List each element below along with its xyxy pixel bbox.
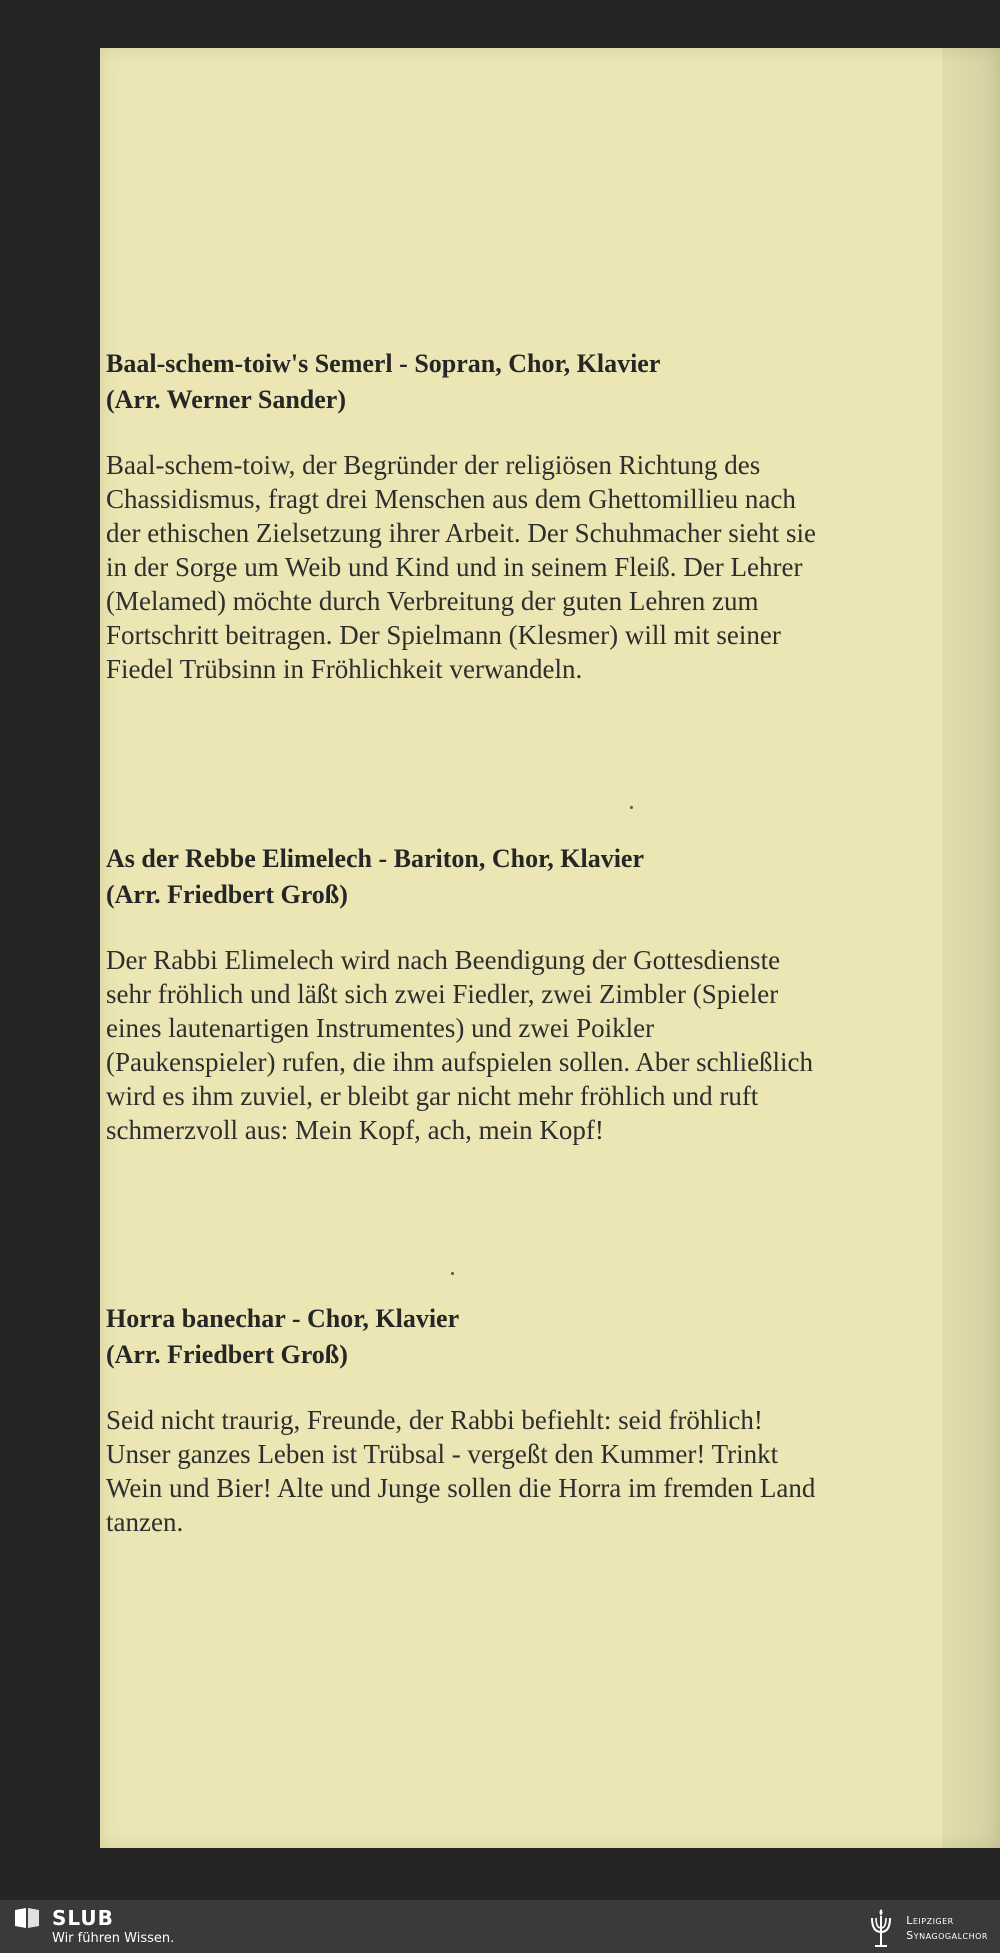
section-arranger: (Arr. Friedbert Groß) — [106, 1340, 348, 1369]
section-arranger: (Arr. Friedbert Groß) — [106, 880, 348, 909]
paper-speck — [451, 1272, 454, 1275]
section-title: Horra banechar - Chor, Klavier — [106, 1304, 460, 1333]
section-arranger: (Arr. Werner Sander) — [106, 385, 346, 414]
paper-fold-edge — [942, 48, 1000, 1848]
section-description: Baal-schem-toiw, der Begründer der religiösen Richtung des Chassidismus, fragt drei Menschen aus dem Ghettomillieu nach der ethischen Zielsetzung ihrer Arbeit. Der Schuhmacher sieht sie in der Sorge um Weib und Kind und in seinem Fleiß. Der Lehrer (Melamed) möchte durch Verbreitung der guten Lehren zum Fortschritt beitragen. Der Spielmann (Klesmer) will mit seiner Fiedel Trübsinn in Fröhlichkeit verwandeln. — [106, 450, 817, 684]
viewer-footer-bar — [0, 1900, 1000, 1953]
section-title: As der Rebbe Elimelech - Bariton, Chor, Klavier — [106, 844, 645, 873]
synagogalchor-logo-line1: Leipziger — [906, 1914, 954, 1927]
section-title: Baal-schem-toiw's Semerl - Sopran, Chor, Klavier — [106, 349, 661, 378]
section-description: Der Rabbi Elimelech wird nach Beendigung der Gottesdienste sehr fröhlich und läßt sich zwei Fiedler, zwei Zimbler (Spieler eines lautenartigen Instrumentes) und zwei Poikler (Paukenspieler) rufen, die ihm aufspielen sollen. Aber schließlich wird es ihm zuviel, er bleibt gar nicht mehr fröhlich und ruft schmerzvoll aus: Mein Kopf, ach, mein Kopf! — [106, 945, 814, 1145]
program-section-3 — [106, 1301, 826, 1539]
program-section-1 — [106, 346, 826, 686]
synagogalchor-logo[interactable] — [866, 1908, 988, 1948]
synagogalchor-logo-text — [906, 1913, 988, 1943]
section-description: Seid nicht traurig, Freunde, der Rabbi befiehlt: seid fröhlich! Unser ganzes Leben ist Trübsal - vergeßt den Kummer! Trinkt Wein und Bier! Alte und Junge sollen die Horra im fremden Land tanzen. — [106, 1405, 816, 1537]
program-section-2 — [106, 841, 826, 1147]
synagogalchor-logo-line2: Synagogalchor — [906, 1929, 988, 1942]
slub-logo-tagline: Wir führen Wissen. — [52, 1931, 175, 1946]
slub-logo-name: SLUB — [52, 1906, 114, 1930]
paper-speck — [630, 806, 633, 809]
slub-book-icon — [14, 1907, 40, 1929]
menorah-icon — [866, 1908, 896, 1948]
slub-logo[interactable] — [14, 1907, 114, 1929]
